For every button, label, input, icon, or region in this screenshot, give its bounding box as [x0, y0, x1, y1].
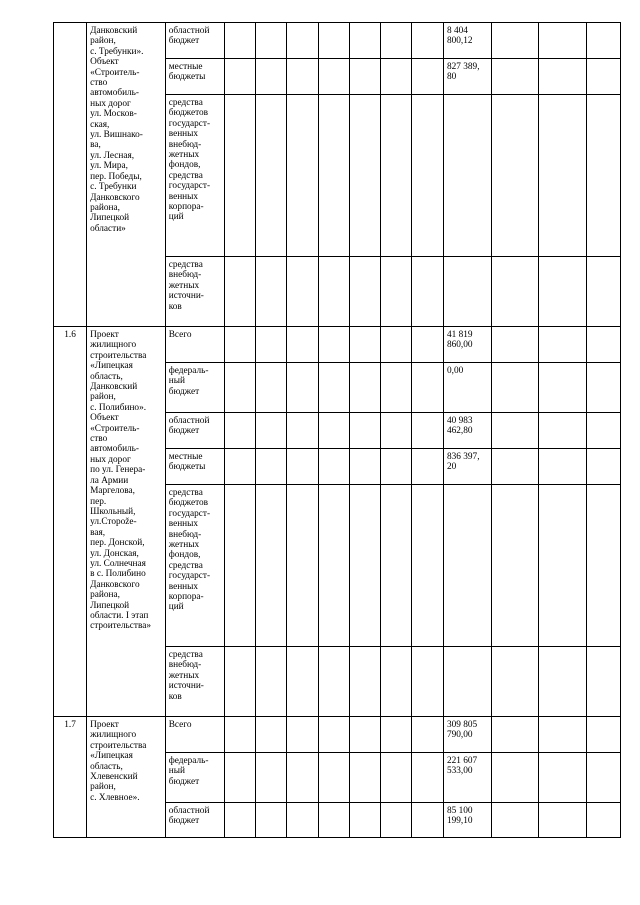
- empty-cell: [255, 327, 286, 363]
- empty-cell: [539, 95, 587, 257]
- amount-cell: 0,00: [443, 363, 491, 413]
- empty-cell: [380, 717, 411, 753]
- empty-cell: [491, 449, 539, 485]
- funding-source: местные бюджеты: [165, 449, 224, 485]
- item-number: [54, 23, 87, 327]
- empty-cell: [539, 327, 587, 363]
- empty-cell: [539, 753, 587, 803]
- empty-cell: [318, 95, 349, 257]
- empty-cell: [586, 717, 620, 753]
- amount-cell: [443, 95, 491, 257]
- empty-cell: [286, 413, 318, 449]
- empty-cell: [255, 59, 286, 95]
- empty-cell: [491, 257, 539, 327]
- empty-cell: [411, 485, 443, 647]
- empty-cell: [286, 257, 318, 327]
- funding-source: областной бюджет: [165, 803, 224, 838]
- empty-cell: [286, 803, 318, 838]
- empty-cell: [224, 59, 255, 95]
- funding-source: средства внебюд- жетных источни- ков: [165, 647, 224, 717]
- funding-source: средства внебюд- жетных источни- ков: [165, 257, 224, 327]
- amount-cell: [443, 485, 491, 647]
- amount-cell: 8 404 800,12: [443, 23, 491, 59]
- empty-cell: [491, 59, 539, 95]
- empty-cell: [411, 327, 443, 363]
- empty-cell: [255, 717, 286, 753]
- empty-cell: [224, 413, 255, 449]
- empty-cell: [491, 753, 539, 803]
- empty-cell: [224, 95, 255, 257]
- empty-cell: [255, 413, 286, 449]
- empty-cell: [380, 413, 411, 449]
- empty-cell: [318, 717, 349, 753]
- empty-cell: [411, 95, 443, 257]
- object-description: Проект жилищного строительства «Липецкая область, Хлевенский район, с. Хлевное».: [87, 717, 166, 838]
- empty-cell: [255, 257, 286, 327]
- empty-cell: [586, 803, 620, 838]
- empty-cell: [539, 363, 587, 413]
- empty-cell: [286, 753, 318, 803]
- empty-cell: [286, 363, 318, 413]
- empty-cell: [318, 363, 349, 413]
- empty-cell: [224, 485, 255, 647]
- funding-source: областной бюджет: [165, 413, 224, 449]
- empty-cell: [380, 449, 411, 485]
- empty-cell: [318, 327, 349, 363]
- empty-cell: [349, 413, 380, 449]
- empty-cell: [224, 803, 255, 838]
- empty-cell: [349, 327, 380, 363]
- funding-source: федераль- ный бюджет: [165, 753, 224, 803]
- empty-cell: [255, 449, 286, 485]
- empty-cell: [224, 327, 255, 363]
- budget-table: [53, 22, 621, 838]
- empty-cell: [539, 413, 587, 449]
- empty-cell: [349, 363, 380, 413]
- empty-cell: [411, 363, 443, 413]
- object-description: Данковский район, с. Требунки». Объект «Строитель- ство автомобиль- ных дорог ул. Москов- ская, ул. Вишнако- ва, ул. Лесная, ул. Мира, пер. Победы, с. Требунки Данковского района, Липецкой области»: [87, 23, 166, 327]
- funding-source: Всего: [165, 327, 224, 363]
- amount-cell: 85 100 199,10: [443, 803, 491, 838]
- empty-cell: [491, 95, 539, 257]
- amount-cell: 221 607 533,00: [443, 753, 491, 803]
- empty-cell: [286, 717, 318, 753]
- amount-cell: 309 805 790,00: [443, 717, 491, 753]
- empty-cell: [318, 647, 349, 717]
- amount-cell: [443, 647, 491, 717]
- empty-cell: [224, 717, 255, 753]
- funding-source: федераль- ный бюджет: [165, 363, 224, 413]
- empty-cell: [380, 59, 411, 95]
- empty-cell: [224, 23, 255, 59]
- empty-cell: [586, 413, 620, 449]
- empty-cell: [286, 327, 318, 363]
- empty-cell: [349, 449, 380, 485]
- empty-cell: [380, 647, 411, 717]
- empty-cell: [224, 363, 255, 413]
- empty-cell: [255, 647, 286, 717]
- empty-cell: [286, 95, 318, 257]
- empty-cell: [224, 449, 255, 485]
- table-row: [54, 327, 621, 363]
- empty-cell: [318, 413, 349, 449]
- empty-cell: [411, 717, 443, 753]
- item-number: 1.6: [54, 327, 87, 717]
- empty-cell: [491, 485, 539, 647]
- empty-cell: [224, 257, 255, 327]
- empty-cell: [380, 803, 411, 838]
- empty-cell: [286, 59, 318, 95]
- empty-cell: [318, 803, 349, 838]
- empty-cell: [539, 485, 587, 647]
- empty-cell: [318, 59, 349, 95]
- amount-cell: 827 389, 80: [443, 59, 491, 95]
- empty-cell: [586, 647, 620, 717]
- empty-cell: [411, 59, 443, 95]
- empty-cell: [380, 753, 411, 803]
- item-number: 1.7: [54, 717, 87, 838]
- empty-cell: [380, 363, 411, 413]
- empty-cell: [586, 363, 620, 413]
- empty-cell: [539, 803, 587, 838]
- empty-cell: [255, 753, 286, 803]
- empty-cell: [255, 95, 286, 257]
- empty-cell: [349, 647, 380, 717]
- empty-cell: [380, 257, 411, 327]
- empty-cell: [349, 485, 380, 647]
- empty-cell: [255, 23, 286, 59]
- empty-cell: [539, 647, 587, 717]
- funding-source: средства бюджетов государст- венных внебюд- жетных фондов, средства государст- венных корпора- ций: [165, 485, 224, 647]
- empty-cell: [411, 753, 443, 803]
- empty-cell: [380, 485, 411, 647]
- empty-cell: [349, 257, 380, 327]
- empty-cell: [286, 449, 318, 485]
- empty-cell: [286, 485, 318, 647]
- empty-cell: [586, 485, 620, 647]
- empty-cell: [539, 257, 587, 327]
- amount-cell: 41 819 860,00: [443, 327, 491, 363]
- funding-source: Всего: [165, 717, 224, 753]
- empty-cell: [255, 363, 286, 413]
- empty-cell: [539, 59, 587, 95]
- empty-cell: [586, 327, 620, 363]
- funding-source: местные бюджеты: [165, 59, 224, 95]
- empty-cell: [586, 753, 620, 803]
- table-row: [54, 23, 621, 59]
- empty-cell: [380, 95, 411, 257]
- object-description: Проект жилищного строительства «Липецкая область, Данковский район, с. Полибино». Объект «Строитель- ство автомобиль- ных дорог по ул. Генера- ла Армии Маргелова, пер. Школьный, ул.Сторože- вая, пер. Донской, ул. Донская, ул. Солнечная в с. Полибино Данковского района, Липецкой области. I этап строительства»: [87, 327, 166, 717]
- empty-cell: [318, 449, 349, 485]
- empty-cell: [411, 647, 443, 717]
- empty-cell: [318, 23, 349, 59]
- amount-cell: 836 397, 20: [443, 449, 491, 485]
- empty-cell: [411, 257, 443, 327]
- empty-cell: [586, 95, 620, 257]
- amount-cell: 40 983 462,80: [443, 413, 491, 449]
- empty-cell: [491, 803, 539, 838]
- empty-cell: [491, 413, 539, 449]
- empty-cell: [491, 717, 539, 753]
- empty-cell: [380, 23, 411, 59]
- empty-cell: [539, 717, 587, 753]
- empty-cell: [224, 647, 255, 717]
- empty-cell: [539, 449, 587, 485]
- empty-cell: [318, 753, 349, 803]
- empty-cell: [286, 647, 318, 717]
- empty-cell: [255, 803, 286, 838]
- empty-cell: [255, 485, 286, 647]
- empty-cell: [539, 23, 587, 59]
- empty-cell: [349, 803, 380, 838]
- empty-cell: [380, 327, 411, 363]
- empty-cell: [491, 363, 539, 413]
- empty-cell: [318, 485, 349, 647]
- empty-cell: [349, 95, 380, 257]
- empty-cell: [224, 753, 255, 803]
- empty-cell: [411, 413, 443, 449]
- empty-cell: [491, 647, 539, 717]
- empty-cell: [318, 257, 349, 327]
- empty-cell: [586, 23, 620, 59]
- empty-cell: [411, 803, 443, 838]
- empty-cell: [349, 717, 380, 753]
- empty-cell: [411, 23, 443, 59]
- empty-cell: [349, 753, 380, 803]
- empty-cell: [411, 449, 443, 485]
- empty-cell: [349, 59, 380, 95]
- table-row: [54, 717, 621, 753]
- empty-cell: [586, 257, 620, 327]
- empty-cell: [491, 327, 539, 363]
- empty-cell: [286, 23, 318, 59]
- empty-cell: [586, 59, 620, 95]
- amount-cell: [443, 257, 491, 327]
- empty-cell: [586, 449, 620, 485]
- funding-source: средства бюджетов государст- венных внебюд- жетных фондов, средства государст- венных корпора- ций: [165, 95, 224, 257]
- empty-cell: [349, 23, 380, 59]
- funding-source: областной бюджет: [165, 23, 224, 59]
- empty-cell: [491, 23, 539, 59]
